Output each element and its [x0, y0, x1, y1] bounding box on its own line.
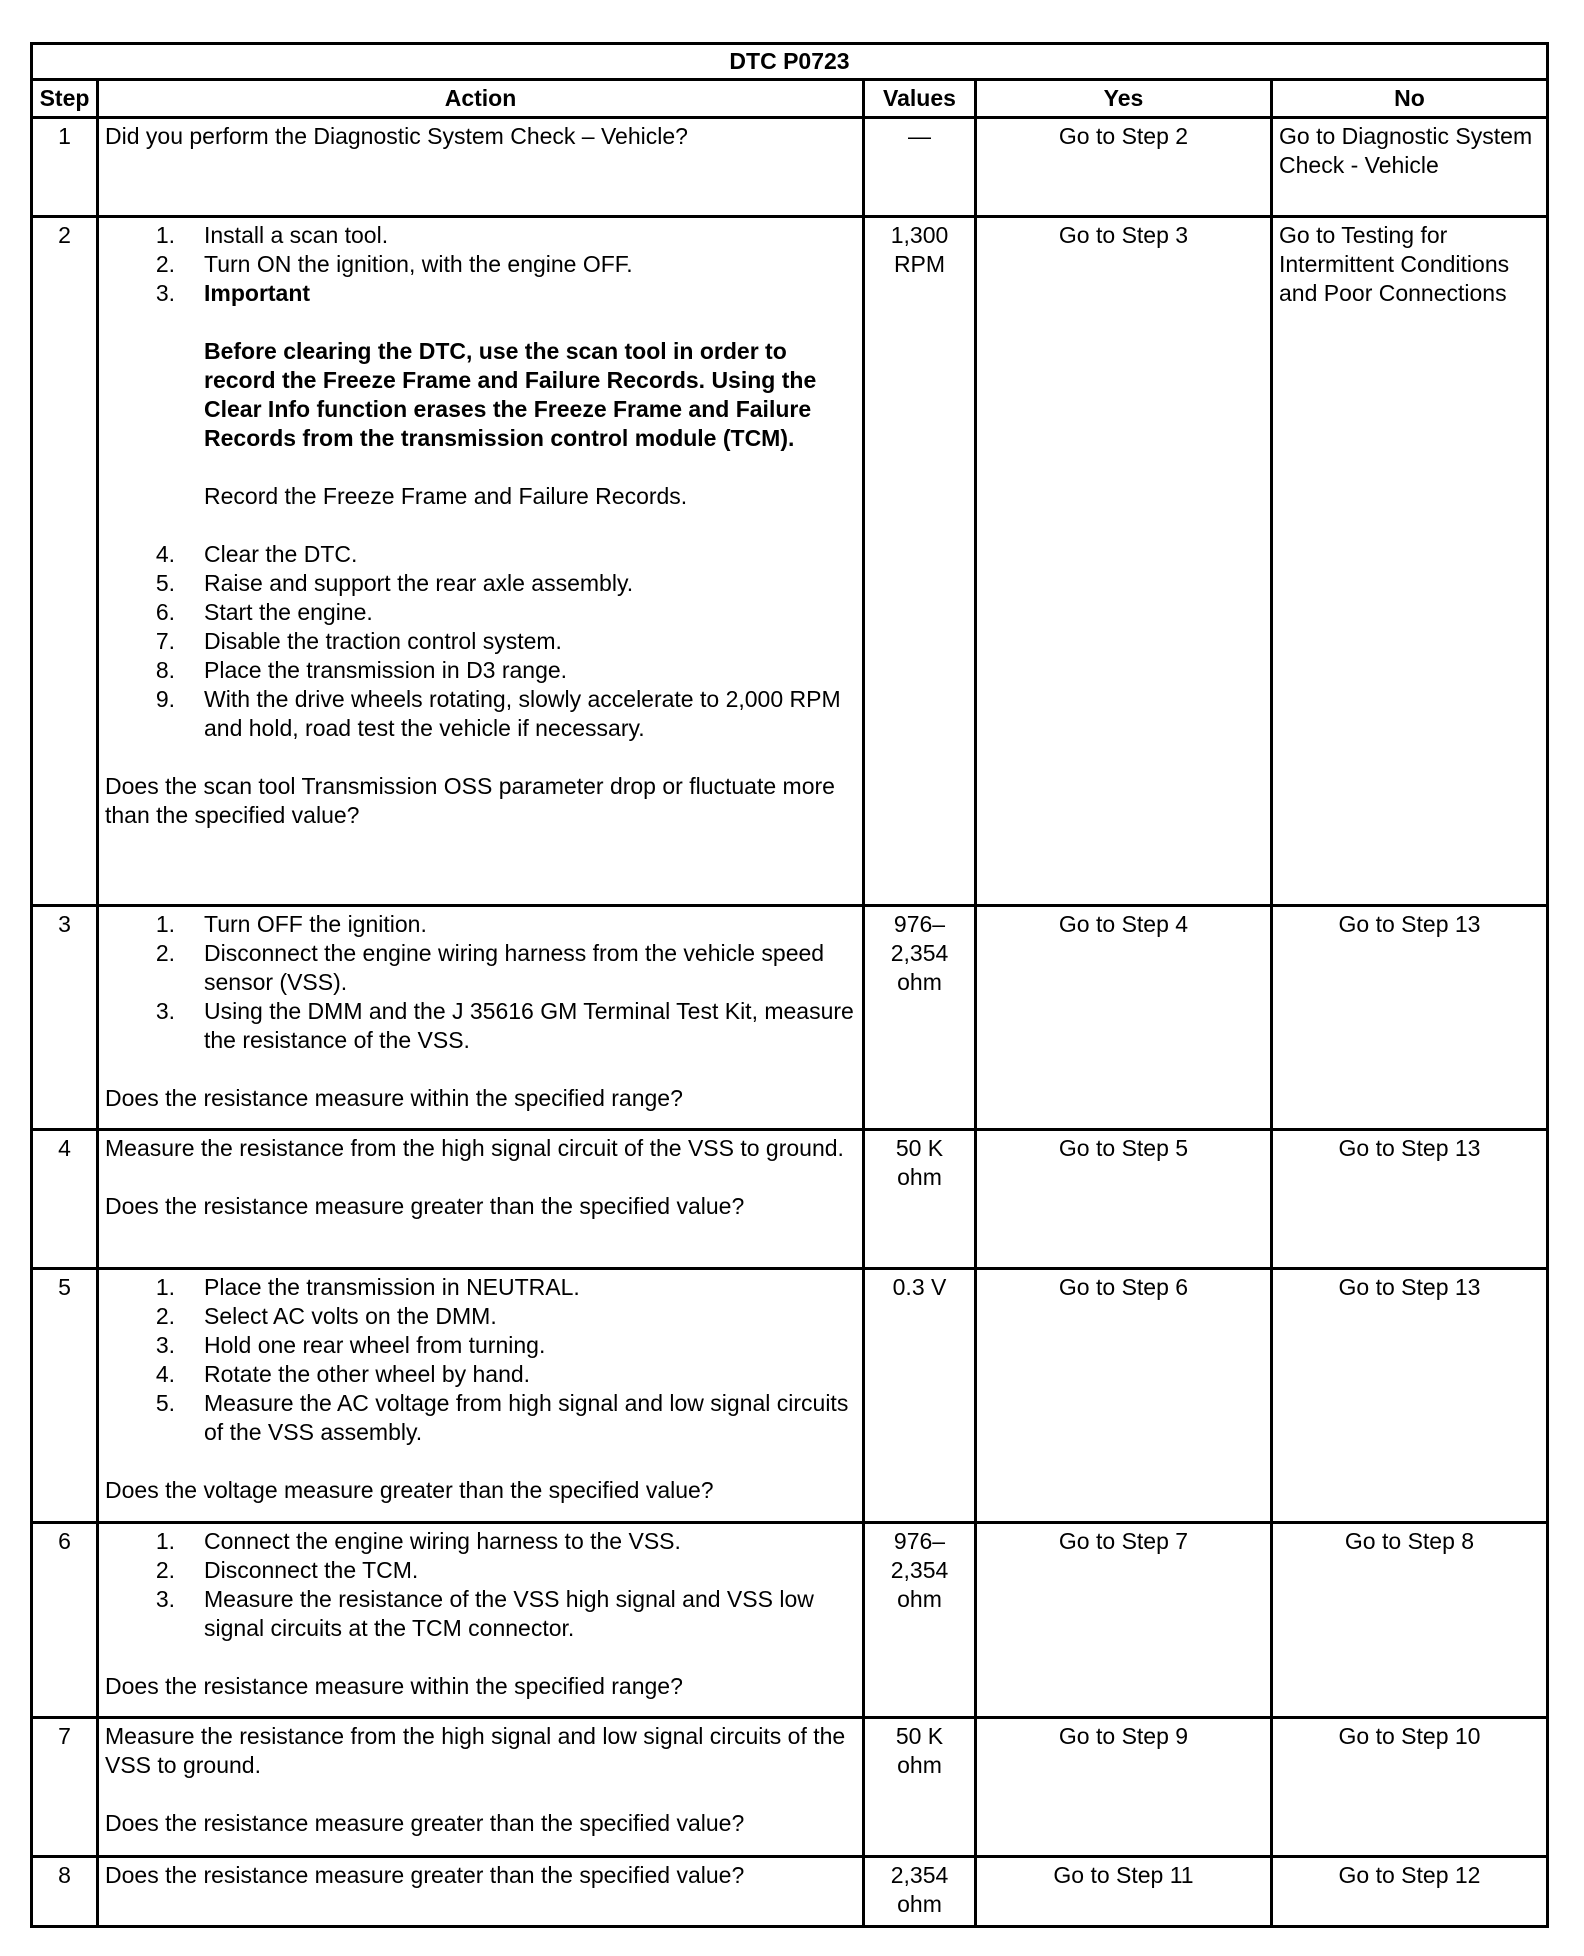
yes-cell: Go to Step 11	[976, 1857, 1272, 1927]
no-cell: Go to Step 13	[1272, 1130, 1548, 1269]
value-cell: —	[864, 118, 976, 217]
title-row	[32, 44, 1548, 80]
important-label: Important	[204, 280, 311, 306]
action-cell	[98, 1269, 864, 1523]
list-item: 2. Select AC volts on the DMM.	[155, 1303, 497, 1329]
list-item: 3. Using the DMM and the J 35616 GM Terminal Test Kit, measure the resistance of the VSS.	[155, 998, 854, 1053]
action-cell	[98, 217, 864, 906]
action-question: Does the scan tool Transmission OSS parameter drop or fluctuate more than the specified value?	[105, 773, 835, 828]
list-item: 1. Turn OFF the ignition.	[155, 911, 427, 937]
list-item: 5. Raise and support the rear axle assembly.	[155, 570, 634, 596]
list-item: 8. Place the transmission in D3 range.	[155, 657, 568, 683]
yes-cell: Go to Step 9	[976, 1718, 1272, 1857]
record-note: Record the Freeze Frame and Failure Records.	[204, 483, 688, 509]
table-title: DTC P0723	[32, 44, 1548, 80]
step-list	[105, 540, 856, 743]
table-row	[32, 1130, 1548, 1269]
no-cell: Go to Step 13	[1272, 906, 1548, 1130]
list-item: 7. Disable the traction control system.	[155, 628, 562, 654]
action-question: Does the resistance measure greater than the specified value?	[105, 1862, 745, 1888]
table-row	[32, 217, 1548, 906]
action-cell	[98, 1523, 864, 1718]
step-list	[105, 1273, 856, 1447]
step-number: 2	[32, 217, 98, 906]
list-item: 4. Rotate the other wheel by hand.	[155, 1361, 531, 1387]
step-number: 7	[32, 1718, 98, 1857]
list-item: 2. Turn ON the ignition, with the engine OFF.	[155, 251, 633, 277]
value-cell: 50 K ohm	[864, 1130, 976, 1269]
no-cell: Go to Step 8	[1272, 1523, 1548, 1718]
table-row	[32, 118, 1548, 217]
step-number: 3	[32, 906, 98, 1130]
step-number: 6	[32, 1523, 98, 1718]
step-list	[105, 221, 856, 308]
table-row	[32, 1269, 1548, 1523]
step-number: 8	[32, 1857, 98, 1927]
header-row	[32, 80, 1548, 118]
step-list	[105, 910, 856, 1055]
value-cell: 976– 2,354 ohm	[864, 906, 976, 1130]
step-number: 5	[32, 1269, 98, 1523]
list-item: 3. Measure the resistance of the VSS high signal and VSS low signal circuits at the TCM connector.	[155, 1586, 814, 1641]
list-item: 1. Place the transmission in NEUTRAL.	[155, 1274, 580, 1300]
yes-cell: Go to Step 4	[976, 906, 1272, 1130]
step-number: 1	[32, 118, 98, 217]
table-row	[32, 906, 1548, 1130]
list-item: 3. Hold one rear wheel from turning.	[155, 1332, 546, 1358]
list-item: 2. Disconnect the TCM.	[155, 1557, 419, 1583]
yes-cell: Go to Step 7	[976, 1523, 1272, 1718]
header-action: Action	[98, 80, 864, 118]
list-item: 3. Important	[105, 279, 856, 308]
header-values: Values	[864, 80, 976, 118]
list-item: 6. Start the engine.	[155, 599, 373, 625]
action-question: Does the resistance measure within the specified range?	[105, 1085, 683, 1111]
action-cell	[98, 118, 864, 217]
no-cell: Go to Testing for Intermittent Conditions and Poor Connections	[1272, 217, 1548, 906]
table-row	[32, 1718, 1548, 1857]
action-question: Did you perform the Diagnostic System Check – Vehicle?	[105, 123, 688, 149]
value-cell: 1,300 RPM	[864, 217, 976, 906]
list-item: 2. Disconnect the engine wiring harness from the vehicle speed sensor (VSS).	[155, 940, 825, 995]
important-note: Before clearing the DTC, use the scan tool in order to record the Freeze Frame and Failure Records. Using the Clear Info function erases the Freeze Frame and Failure Records from the transmission control module (TCM).	[204, 338, 817, 451]
header-no: No	[1272, 80, 1548, 118]
step-number: 4	[32, 1130, 98, 1269]
action-text: Measure the resistance from the high signal circuit of the VSS to ground.	[105, 1135, 844, 1161]
action-question: Does the voltage measure greater than the specified value?	[105, 1477, 714, 1503]
yes-cell: Go to Step 5	[976, 1130, 1272, 1269]
action-cell	[98, 1130, 864, 1269]
value-cell: 2,354 ohm	[864, 1857, 976, 1927]
value-cell: 50 K ohm	[864, 1718, 976, 1857]
value-cell: 976– 2,354 ohm	[864, 1523, 976, 1718]
header-yes: Yes	[976, 80, 1272, 118]
yes-cell: Go to Step 2	[976, 118, 1272, 217]
list-item: 4. Clear the DTC.	[155, 541, 358, 567]
no-cell: Go to Diagnostic System Check - Vehicle	[1272, 118, 1548, 217]
no-cell: Go to Step 10	[1272, 1718, 1548, 1857]
no-cell: Go to Step 13	[1272, 1269, 1548, 1523]
list-item: 5. Measure the AC voltage from high signal and low signal circuits of the VSS assembly.	[155, 1390, 849, 1445]
table-row	[32, 1523, 1548, 1718]
table-row	[32, 1857, 1548, 1927]
list-item: 1. Install a scan tool.	[155, 222, 389, 248]
action-question: Does the resistance measure within the specified range?	[105, 1673, 683, 1699]
action-cell	[98, 1857, 864, 1927]
action-question: Does the resistance measure greater than the specified value?	[105, 1810, 745, 1836]
yes-cell: Go to Step 6	[976, 1269, 1272, 1523]
action-cell	[98, 906, 864, 1130]
list-item: 1. Connect the engine wiring harness to the VSS.	[155, 1528, 681, 1554]
dtc-table	[30, 42, 1549, 1928]
header-step: Step	[32, 80, 98, 118]
yes-cell: Go to Step 3	[976, 217, 1272, 906]
action-cell	[98, 1718, 864, 1857]
action-text: Measure the resistance from the high signal and low signal circuits of the VSS to ground.	[105, 1723, 846, 1778]
list-item: 9. With the drive wheels rotating, slowly accelerate to 2,000 RPM and hold, road test the vehicle if necessary.	[155, 686, 841, 741]
no-cell: Go to Step 12	[1272, 1857, 1548, 1927]
action-question: Does the resistance measure greater than the specified value?	[105, 1193, 745, 1219]
step-list	[105, 1527, 856, 1643]
value-cell: 0.3 V	[864, 1269, 976, 1523]
